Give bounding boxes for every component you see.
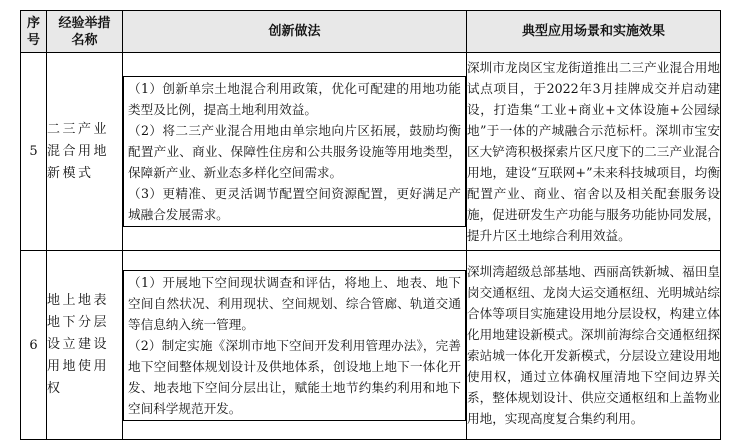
header-seq: 序号 (21, 11, 47, 53)
row-scenario: 深圳湾超级总部基地、西丽高铁新城、福田皇岗交通枢纽、龙岗大运交通枢纽、光明城站综合体等项目实施建设用地分层设权，构建立体化用地建设新模式。深圳前海综合交通枢纽探索站城一体化开发新模式，分层设立建设用地使用权，通过立体确权厘清地下空间边界关系，整体规划设计、供应交通枢纽和上盖物业用地，实现高度复合集约利用。 (467, 251, 721, 440)
practice-item: （1）创新单宗土地混合利用政策，优化可配建的用地功能类型及比例，提高土地利用效益。 (128, 81, 461, 117)
row-name: 地上地表地下分层设立建设用地使用权 (47, 251, 123, 440)
table-header-row (21, 11, 721, 53)
row-seq: 6 (21, 251, 47, 440)
header-name: 经验举措名称 (47, 11, 123, 53)
practice-item: （3）更精准、更灵活调节配置空间资源配置，更好满足产城融合发展需求。 (128, 186, 461, 222)
row-practice-cell (123, 251, 467, 440)
practice-box (123, 270, 466, 421)
row-seq: 5 (21, 53, 47, 251)
table-row (21, 53, 721, 251)
practice-item: （1）开展地下空间现状调查和评估，将地上、地表、地下空间自然状况、利用现状、空间规划、综合管廊、轨道交通等信息纳入统一管理。 (128, 274, 461, 332)
header-practice: 创新做法 (123, 11, 467, 53)
measures-table (20, 10, 721, 440)
header-scenario: 典型应用场景和实施效果 (467, 11, 721, 53)
practice-box (123, 76, 466, 227)
table-row (21, 251, 721, 440)
row-scenario: 深圳市龙岗区宝龙街道推出二三产业混合用地试点项目，于2022年3月挂牌成交并启动建设，打造集“工业+商业+文体设施+公园绿地”于一体的产城融合示范标杆。深圳市宝安区大铲湾积极探索片区尺度下的二三产业混合用地，建设“互联网+”未来科技城项目，均衡配置产业、商业、宿舍以及相关配套服务设施，促进研发生产功能与服务功能协同发展，提升片区土地综合利用效益。 (467, 53, 721, 251)
row-practice-cell (123, 53, 467, 251)
row-name: 二三产业混合用地新模式 (47, 53, 123, 251)
practice-item: （2）制定实施《深圳市地下空间开发利用管理办法》，完善地下空间整体规划设计及供地体系，创设地上地下一体化开发、地表地下空间分层出让，赋能土地节约集约利用和地下空间科学规范开发。 (128, 337, 461, 416)
practice-item: （2）将二三产业混合用地由单宗地向片区拓展，鼓励均衡配置产业、商业、保障性住房和公共服务设施等用地类型，保障新产业、新业态多样化空间需求。 (128, 123, 461, 180)
